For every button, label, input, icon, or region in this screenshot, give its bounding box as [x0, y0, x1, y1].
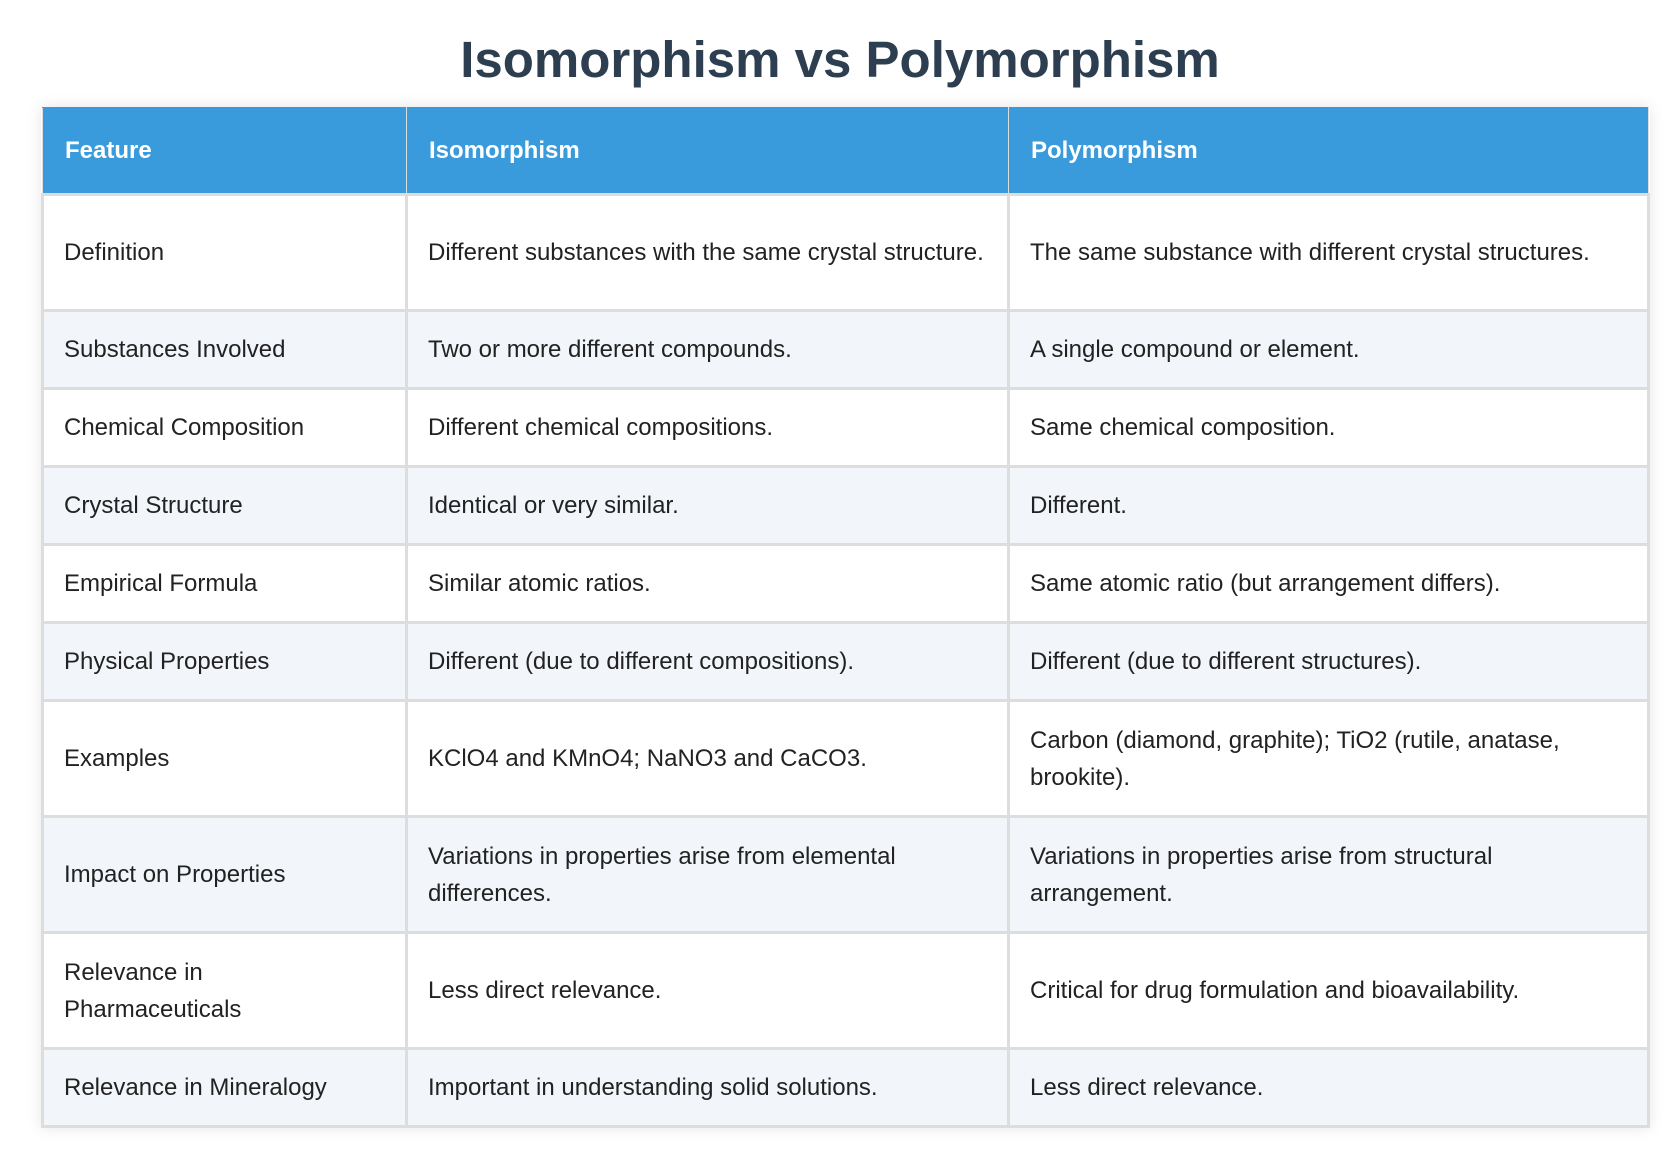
table-row: [43, 701, 1649, 817]
polymorphism-cell: Same chemical composition.: [1009, 389, 1649, 467]
feature-cell: Empirical Formula: [43, 545, 407, 623]
table-row: [43, 623, 1649, 701]
table-row: [43, 389, 1649, 467]
table-row: [43, 933, 1649, 1049]
polymorphism-cell: A single compound or element.: [1009, 311, 1649, 389]
header-feature: Feature: [43, 108, 407, 195]
isomorphism-cell: Less direct relevance.: [407, 933, 1009, 1049]
polymorphism-cell: Critical for drug formulation and bioavailability.: [1009, 933, 1649, 1049]
table-row: [43, 311, 1649, 389]
feature-cell: Substances Involved: [43, 311, 407, 389]
isomorphism-cell: Two or more different compounds.: [407, 311, 1009, 389]
table-row: [43, 817, 1649, 933]
polymorphism-cell: Variations in properties arise from structural arrangement.: [1009, 817, 1649, 933]
polymorphism-cell: The same substance with different crystal structures.: [1009, 195, 1649, 311]
comparison-table: [41, 107, 1650, 1128]
isomorphism-cell: Different chemical compositions.: [407, 389, 1009, 467]
table-row: [43, 467, 1649, 545]
page-title: Isomorphism vs Polymorphism: [460, 31, 1220, 88]
header-polymorphism: Polymorphism: [1009, 108, 1649, 195]
header-isomorphism: Isomorphism: [407, 108, 1009, 195]
table-body: [43, 195, 1649, 1127]
table-header: [43, 108, 1649, 195]
isomorphism-cell: Important in understanding solid solutions.: [407, 1049, 1009, 1127]
isomorphism-cell: Identical or very similar.: [407, 467, 1009, 545]
polymorphism-cell: Different (due to different structures).: [1009, 623, 1649, 701]
feature-cell: Definition: [43, 195, 407, 311]
feature-cell: Chemical Composition: [43, 389, 407, 467]
table-row: [43, 545, 1649, 623]
feature-cell: Physical Properties: [43, 623, 407, 701]
header-row: [43, 108, 1649, 195]
feature-cell: Impact on Properties: [43, 817, 407, 933]
polymorphism-cell: Carbon (diamond, graphite); TiO2 (rutile, anatase, brookite).: [1009, 701, 1649, 817]
isomorphism-cell: Variations in properties arise from elemental differences.: [407, 817, 1009, 933]
table-row: [43, 195, 1649, 311]
isomorphism-cell: Different substances with the same crystal structure.: [407, 195, 1009, 311]
polymorphism-cell: Less direct relevance.: [1009, 1049, 1649, 1127]
polymorphism-cell: Same atomic ratio (but arrangement differs).: [1009, 545, 1649, 623]
feature-cell: Examples: [43, 701, 407, 817]
feature-cell: Relevance in Mineralogy: [43, 1049, 407, 1127]
feature-cell: Relevance in Pharmaceuticals: [43, 933, 407, 1049]
table-row: [43, 1049, 1649, 1127]
isomorphism-cell: KClO4 and KMnO4; NaNO3 and CaCO3.: [407, 701, 1009, 817]
isomorphism-cell: Different (due to different compositions).: [407, 623, 1009, 701]
feature-cell: Crystal Structure: [43, 467, 407, 545]
isomorphism-cell: Similar atomic ratios.: [407, 545, 1009, 623]
polymorphism-cell: Different.: [1009, 467, 1649, 545]
